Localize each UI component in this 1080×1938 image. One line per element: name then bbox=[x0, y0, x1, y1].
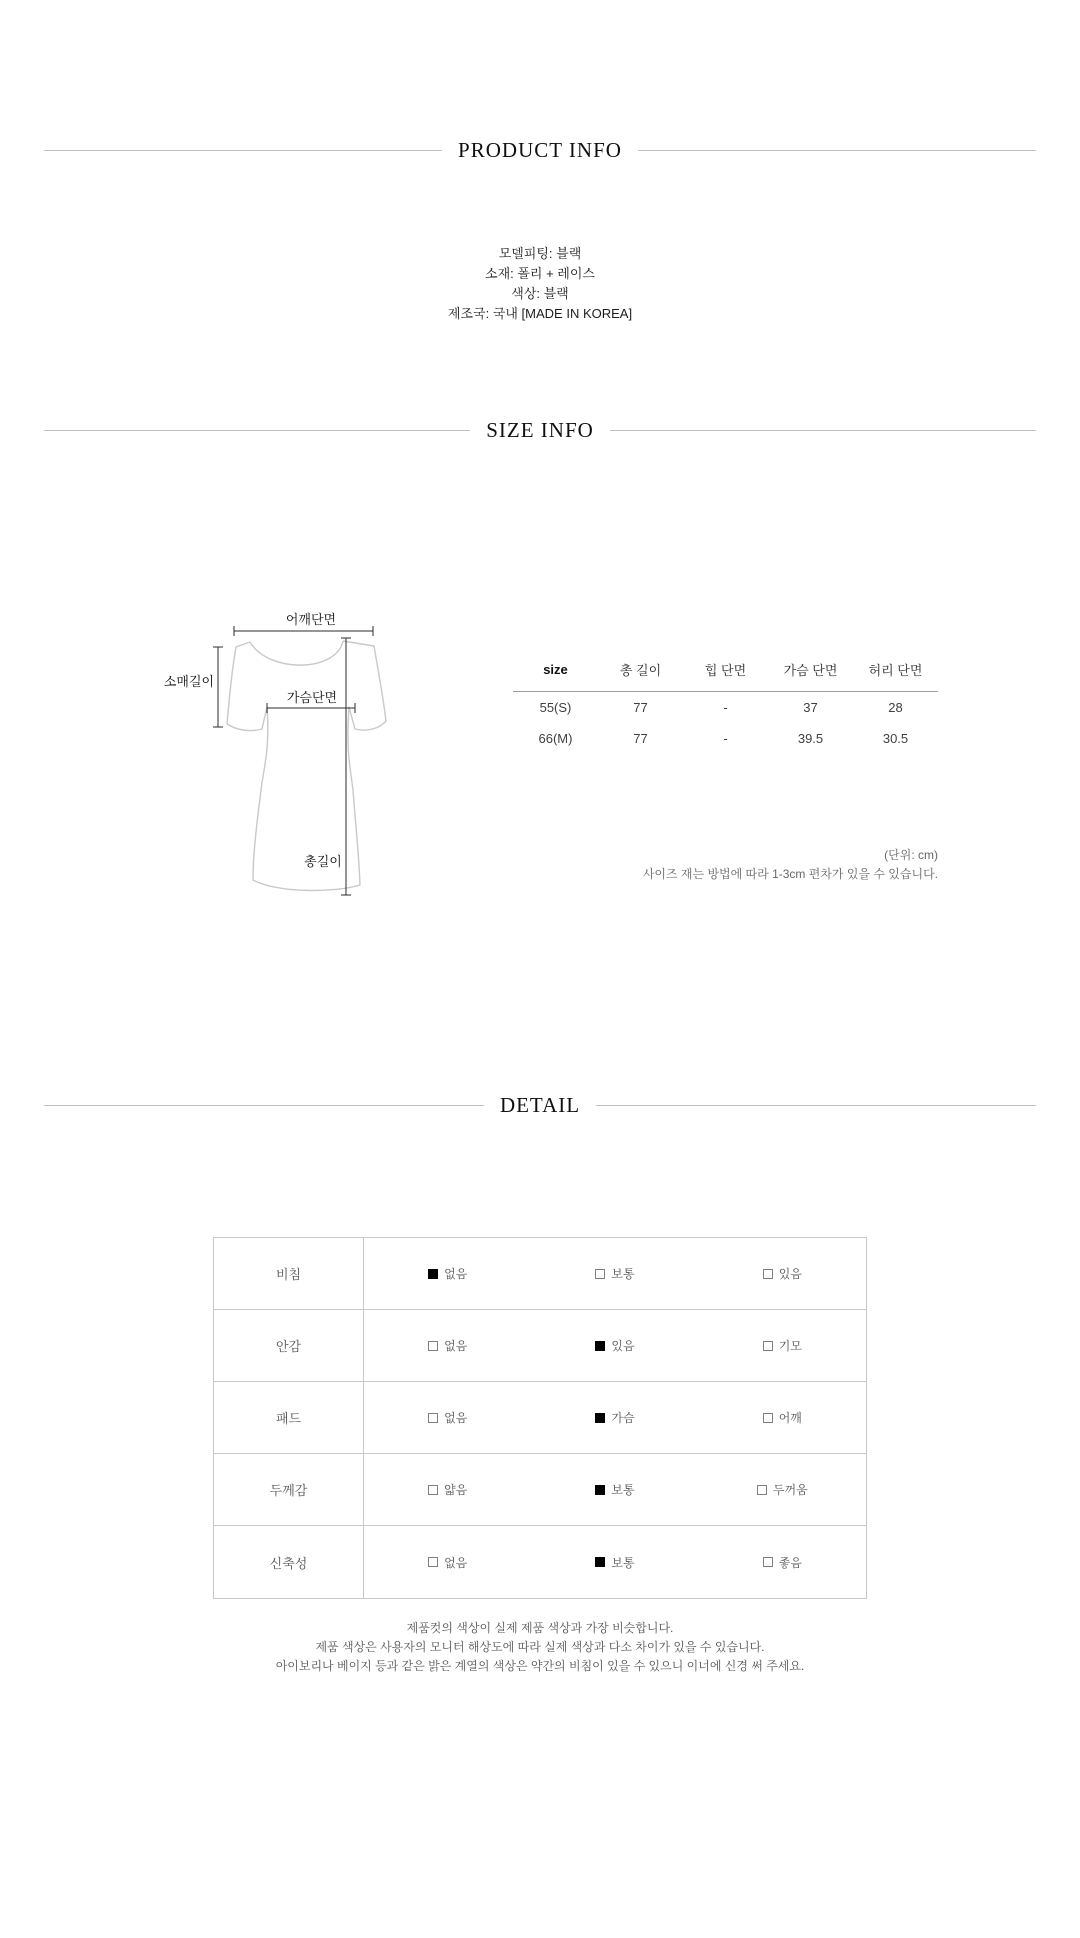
detail-row-sheerness bbox=[214, 1238, 866, 1310]
size-table-wrap bbox=[513, 656, 938, 754]
material-line: 소재: 폴리 + 레이스 bbox=[485, 266, 595, 281]
checkbox-icon bbox=[595, 1269, 605, 1279]
header-rule-left bbox=[44, 1105, 484, 1106]
detail-row-label: 신축성 bbox=[214, 1526, 364, 1598]
option-label: 있음 bbox=[611, 1339, 635, 1353]
value-cell: 77 bbox=[633, 700, 648, 715]
detail-row-padding bbox=[214, 1382, 866, 1454]
value-cell: - bbox=[723, 731, 728, 746]
detail-row-options bbox=[364, 1238, 866, 1309]
detail-option bbox=[531, 1454, 698, 1525]
option-label: 보통 bbox=[611, 1555, 635, 1570]
option-label: 두꺼움 bbox=[772, 1483, 808, 1497]
option-label: 보통 bbox=[611, 1483, 635, 1497]
detail-option bbox=[699, 1526, 866, 1598]
sleeve-measure-line bbox=[213, 647, 223, 727]
checkbox-icon bbox=[595, 1485, 605, 1495]
shoulder-label: 어깨단면 bbox=[285, 612, 337, 627]
size-info-header bbox=[44, 418, 1036, 442]
detail-row-label: 비침 bbox=[214, 1238, 364, 1309]
detail-row-lining bbox=[214, 1310, 866, 1382]
detail-row-label: 패드 bbox=[214, 1382, 364, 1453]
deviation-note: 사이즈 재는 방법에 따라 1-3cm 편차가 있을 수 있습니다. bbox=[642, 867, 938, 881]
detail-option bbox=[531, 1526, 698, 1598]
option-label: 보통 bbox=[611, 1267, 635, 1281]
chest-col-header: 가슴 단면 bbox=[768, 656, 853, 692]
detail-attribute-table bbox=[213, 1237, 867, 1599]
checkbox-icon bbox=[595, 1341, 605, 1351]
size-table-row bbox=[513, 723, 938, 754]
detail-row-options bbox=[364, 1454, 866, 1525]
footer-notes bbox=[0, 1619, 1080, 1676]
value-cell: - bbox=[723, 700, 728, 715]
length-label: 총길이 bbox=[304, 854, 342, 869]
header-rule-right bbox=[638, 150, 1036, 151]
header-rule-left bbox=[44, 150, 442, 151]
dress-measurement-diagram bbox=[150, 590, 410, 920]
value-cell: 77 bbox=[633, 731, 648, 746]
detail-option bbox=[699, 1382, 866, 1453]
option-label: 가슴 bbox=[611, 1411, 635, 1425]
header-rule-left bbox=[44, 430, 470, 431]
detail-option bbox=[364, 1310, 531, 1381]
size-cell: 66(M) bbox=[538, 731, 573, 746]
total-length-col-header: 총 길이 bbox=[598, 656, 683, 692]
sleeve-label: 소매길이 bbox=[163, 674, 215, 689]
value-cell: 37 bbox=[803, 700, 818, 715]
checkbox-icon bbox=[763, 1557, 773, 1567]
detail-option bbox=[364, 1238, 531, 1309]
option-label: 얇음 bbox=[444, 1483, 468, 1497]
product-info-block bbox=[0, 244, 1080, 324]
checkbox-icon bbox=[763, 1413, 773, 1423]
detail-option bbox=[699, 1454, 866, 1525]
checkbox-icon bbox=[595, 1557, 605, 1567]
header-rule-right bbox=[596, 1105, 1036, 1106]
detail-row-stretch bbox=[214, 1526, 866, 1598]
size-info-title: SIZE INFO bbox=[486, 417, 594, 442]
color-line: 색상: 블랙 bbox=[511, 286, 569, 301]
waist-col-header: 허리 단면 bbox=[853, 656, 938, 692]
origin-line: 제조국: 국내 [MADE IN KOREA] bbox=[447, 306, 633, 321]
value-cell: 30.5 bbox=[882, 731, 909, 746]
size-cell: 55(S) bbox=[539, 700, 572, 715]
checkbox-icon bbox=[428, 1485, 438, 1495]
option-label: 없음 bbox=[444, 1339, 468, 1353]
option-label: 어깨 bbox=[778, 1411, 802, 1425]
product-info-title: PRODUCT INFO bbox=[458, 137, 622, 162]
checkbox-icon bbox=[428, 1341, 438, 1351]
option-label: 기모 bbox=[778, 1339, 802, 1353]
option-label: 없음 bbox=[444, 1267, 468, 1281]
size-section bbox=[0, 442, 1080, 932]
size-col-header: size bbox=[513, 656, 598, 692]
product-info-header bbox=[44, 138, 1036, 162]
detail-row-thickness bbox=[214, 1454, 866, 1526]
checkbox-icon bbox=[595, 1413, 605, 1423]
detail-option bbox=[364, 1382, 531, 1453]
checkbox-icon bbox=[757, 1485, 767, 1495]
option-label: 없음 bbox=[444, 1555, 468, 1570]
checkbox-icon bbox=[428, 1413, 438, 1423]
option-label: 좋음 bbox=[778, 1555, 802, 1570]
checkbox-icon bbox=[428, 1269, 438, 1279]
dress-neckline bbox=[250, 641, 343, 665]
detail-option bbox=[699, 1238, 866, 1309]
size-note bbox=[643, 846, 938, 884]
footer-note-line: 제품 색상은 사용자의 모니터 해상도에 따라 실제 색상과 다소 차이가 있을 수 있습니다. bbox=[315, 1640, 765, 1654]
detail-option bbox=[364, 1526, 531, 1598]
detail-row-label: 안감 bbox=[214, 1310, 364, 1381]
hip-col-header: 힙 단면 bbox=[683, 656, 768, 692]
footer-note-line: 아이보리나 베이지 등과 같은 밝은 계열의 색상은 약간의 비침이 있을 수 있으니 이너에 신경 써 주세요. bbox=[275, 1659, 805, 1673]
size-table bbox=[513, 656, 938, 754]
detail-option bbox=[531, 1238, 698, 1309]
model-fitting-line: 모델피팅: 블랙 bbox=[498, 246, 582, 261]
checkbox-icon bbox=[428, 1557, 438, 1567]
shoulder-measure-line bbox=[234, 626, 373, 636]
chest-label: 가슴단면 bbox=[286, 690, 338, 705]
checkbox-icon bbox=[763, 1269, 773, 1279]
detail-title: DETAIL bbox=[499, 1092, 581, 1117]
value-cell: 28 bbox=[888, 700, 903, 715]
detail-row-label: 두께감 bbox=[214, 1454, 364, 1525]
detail-option bbox=[699, 1310, 866, 1381]
checkbox-icon bbox=[763, 1341, 773, 1351]
detail-row-options bbox=[364, 1310, 866, 1381]
detail-row-options bbox=[364, 1382, 866, 1453]
unit-note: (단위: cm) bbox=[884, 848, 938, 862]
size-table-row bbox=[513, 692, 938, 724]
option-label: 없음 bbox=[444, 1411, 468, 1425]
value-cell: 39.5 bbox=[797, 731, 824, 746]
size-table-header-row bbox=[513, 656, 938, 692]
option-label: 있음 bbox=[778, 1267, 802, 1281]
header-rule-right bbox=[610, 430, 1036, 431]
detail-header bbox=[44, 1093, 1036, 1117]
detail-option bbox=[531, 1310, 698, 1381]
detail-option bbox=[531, 1382, 698, 1453]
footer-note-line: 제품컷의 색상이 실제 제품 색상과 가장 비슷합니다. bbox=[406, 1621, 674, 1635]
detail-row-options bbox=[364, 1526, 866, 1598]
detail-option bbox=[364, 1454, 531, 1525]
